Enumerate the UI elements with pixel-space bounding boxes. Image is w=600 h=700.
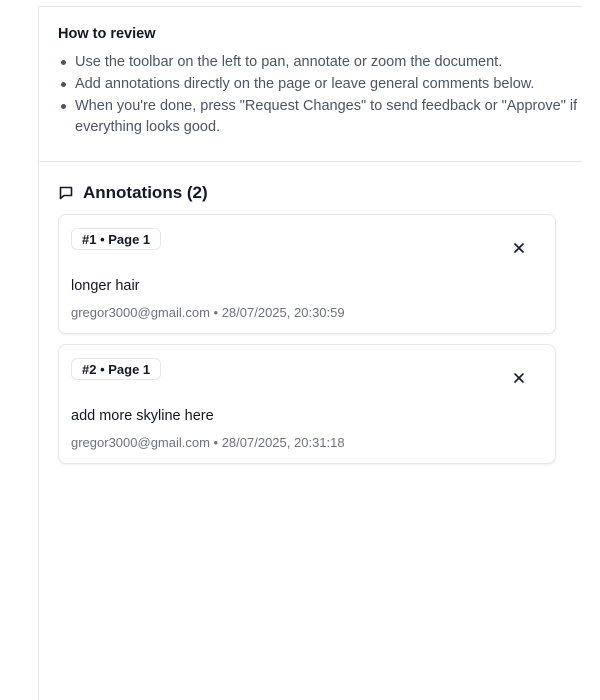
left-toolbar-area [0,0,38,700]
annotation-comment: longer hair [71,278,140,294]
how-to-review-item: Use the toolbar on the left to pan, annotate or zoom the document. [75,52,582,73]
how-to-review-title: How to review [58,26,156,42]
close-icon[interactable] [511,370,527,386]
how-to-review-item: When you're done, press "Request Changes" to send feedback or "Approve" if everything looks good. [75,96,582,138]
how-to-review-list [58,52,582,138]
annotations-header [58,182,582,204]
annotation-meta: gregor3000@gmail.com • 28/07/2025, 20:30:59 [71,305,345,320]
annotation-card[interactable] [58,214,556,334]
close-icon[interactable] [511,240,527,256]
annotation-comment: add more skyline here [71,408,214,424]
annotations-section [39,162,582,464]
annotation-meta: gregor3000@gmail.com • 28/07/2025, 20:31:18 [71,435,345,450]
annotation-page-chip[interactable]: #2 • Page 1 [71,358,161,380]
annotation-card[interactable] [58,344,556,464]
annotations-title: Annotations (2) [83,183,208,202]
comment-icon [58,185,74,201]
how-to-review-item: Add annotations directly on the page or leave general comments below. [75,74,582,95]
how-to-review-section [39,7,582,162]
annotation-page-chip[interactable]: #1 • Page 1 [71,228,161,250]
review-sidebar [38,6,582,700]
